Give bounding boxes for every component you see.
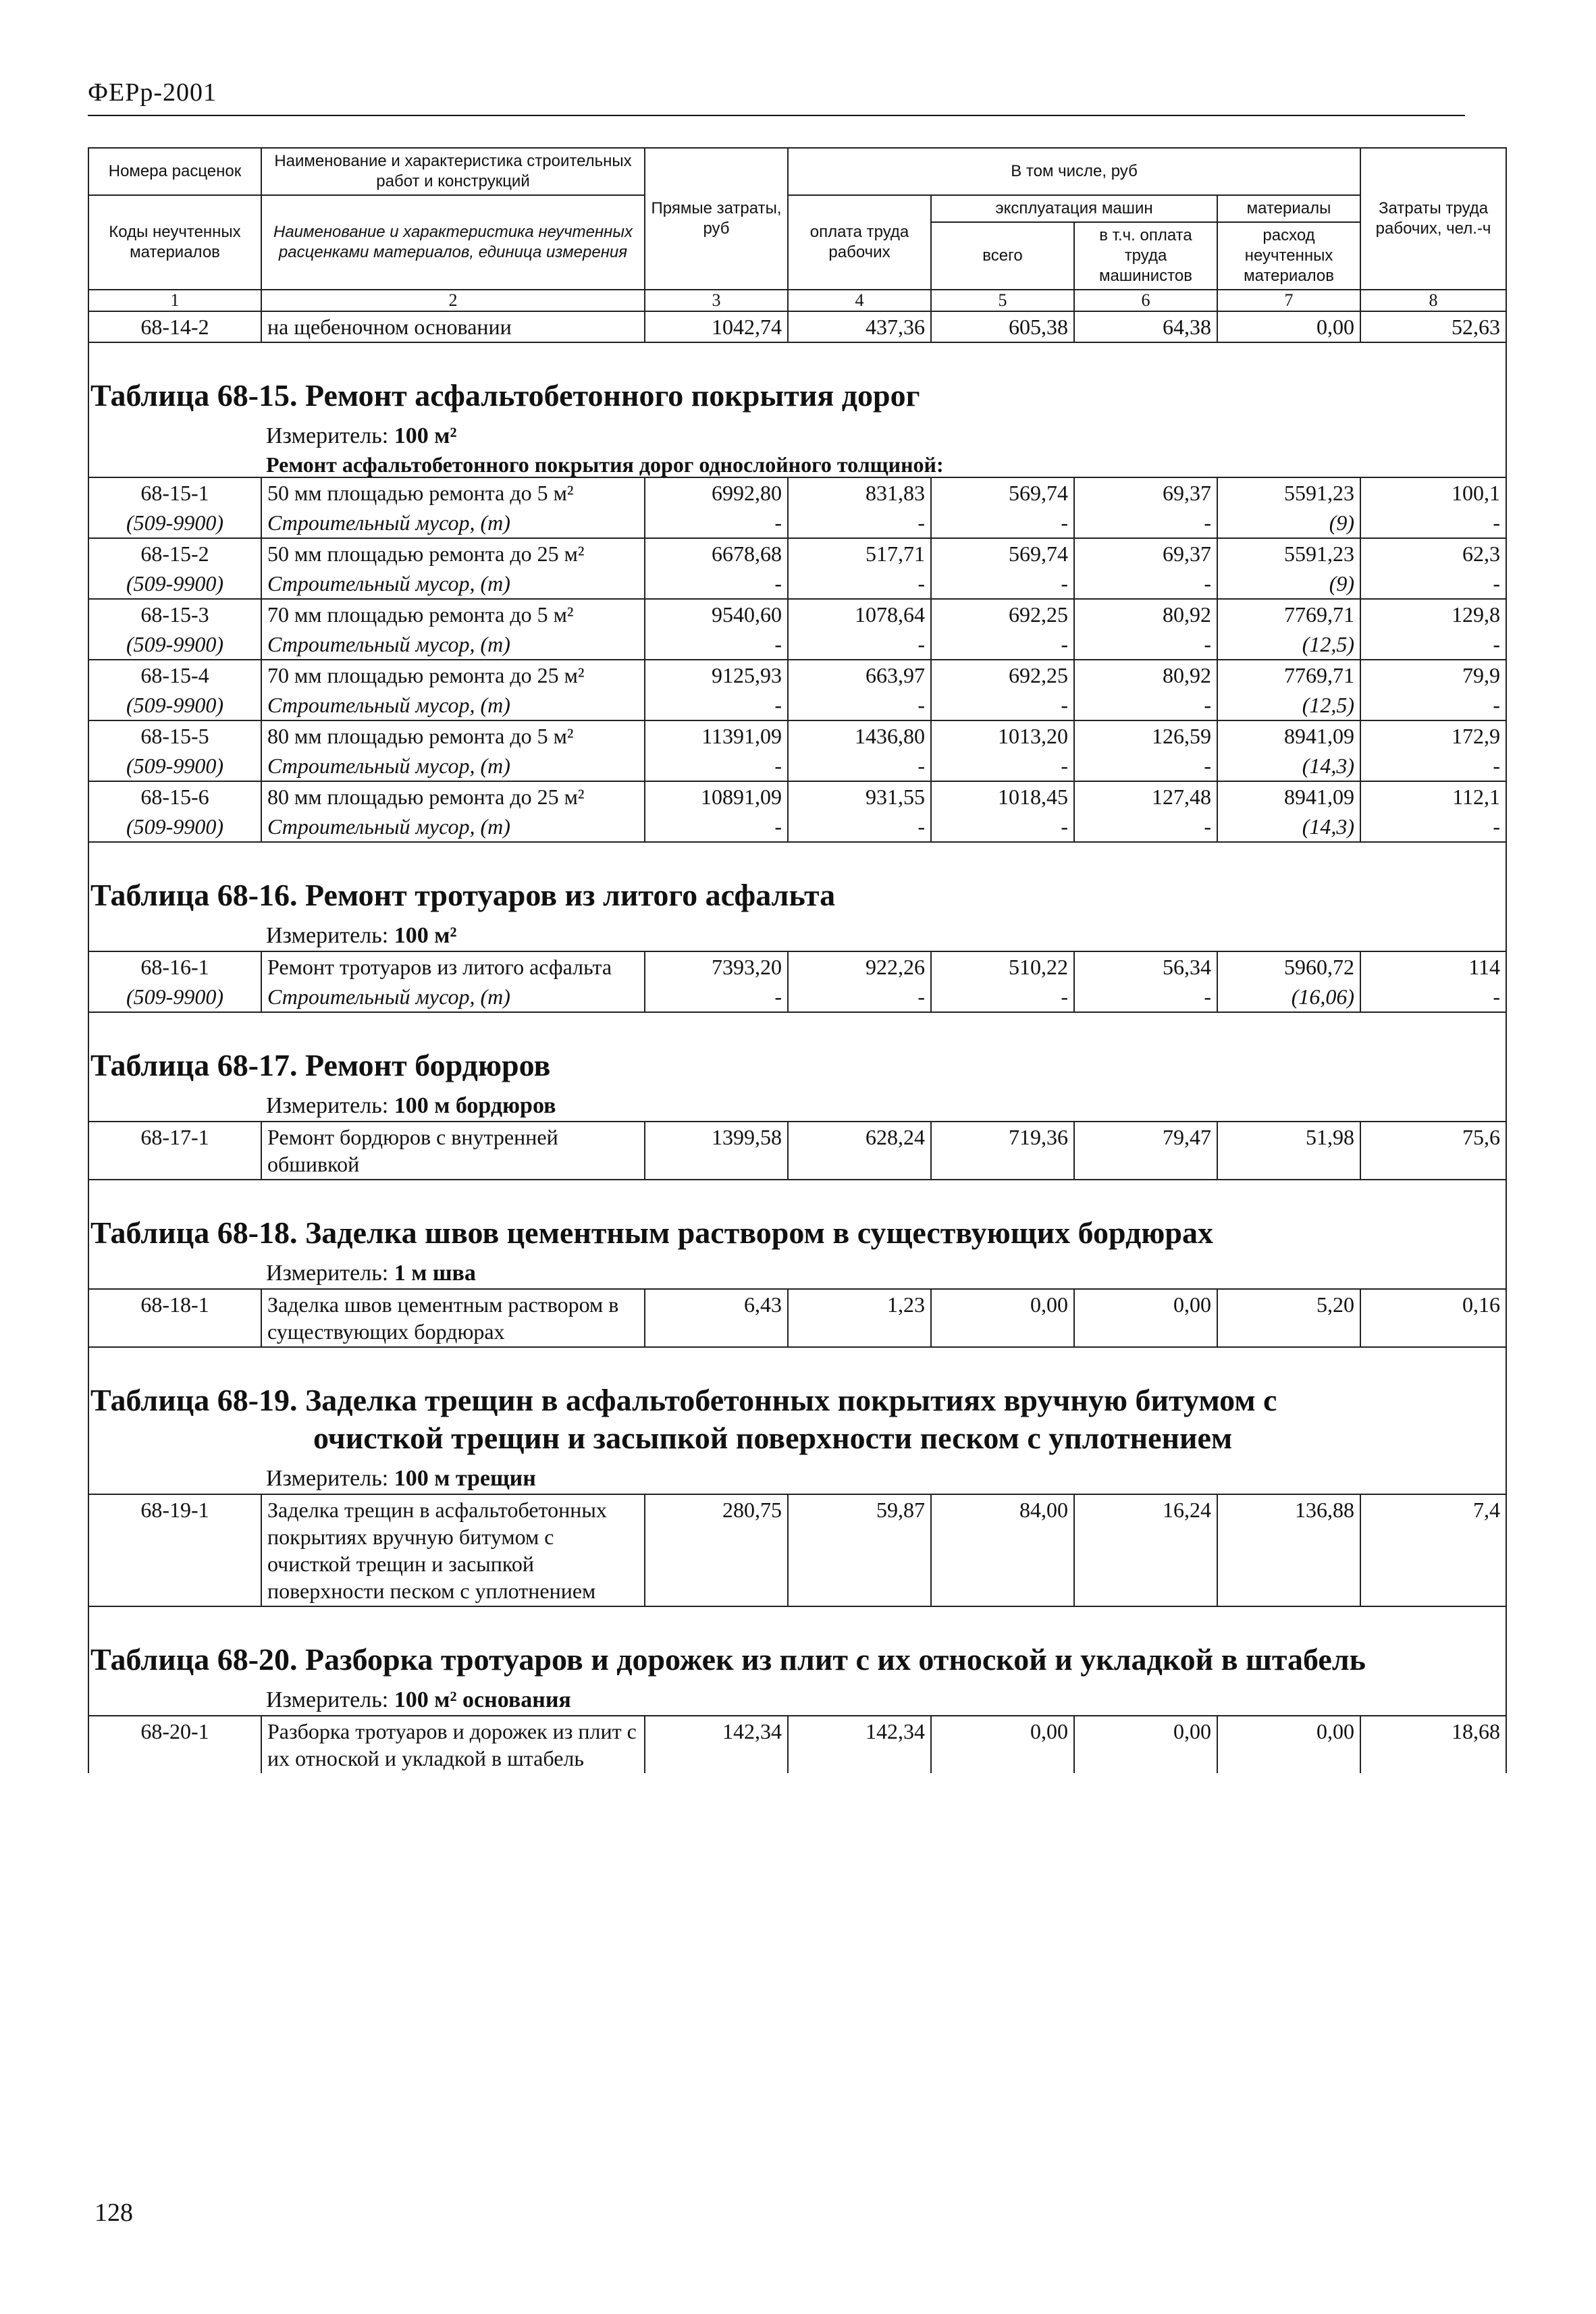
rate-value: 127,48 xyxy=(1074,781,1217,812)
table-row xyxy=(88,720,1506,751)
material-value: - xyxy=(788,569,931,599)
rate-name: 50 мм площадью ремонта до 25 м² xyxy=(261,538,645,569)
material-code: (509-9900) xyxy=(88,508,261,538)
column-number: 2 xyxy=(261,290,645,311)
material-value: - xyxy=(1074,629,1217,660)
header-unaccounted-materials: расход неучтенных материалов xyxy=(1217,222,1360,290)
rate-name: 50 мм площадью ремонта до 5 м² xyxy=(261,477,645,508)
rate-value: 5960,72 xyxy=(1217,951,1360,982)
rate-value: 52,63 xyxy=(1360,311,1506,342)
section-title-continued: очисткой трещин и засыпкой поверхности песком с уплотнением xyxy=(313,1421,1233,1455)
rate-value: 280,75 xyxy=(645,1494,788,1606)
material-code: (509-9900) xyxy=(88,690,261,720)
rate-value: 79,47 xyxy=(1074,1122,1217,1180)
meter-label: Измеритель: xyxy=(266,1261,389,1286)
rate-value: 7769,71 xyxy=(1217,599,1360,629)
rate-value: 569,74 xyxy=(931,538,1074,569)
meter-label: Измеритель: xyxy=(266,423,389,448)
rate-value: 922,26 xyxy=(788,951,931,982)
table-row xyxy=(88,538,1506,569)
meter-value: 100 м² основания xyxy=(394,1687,571,1712)
rate-value: 1399,58 xyxy=(645,1122,788,1180)
rate-value: 59,87 xyxy=(788,1494,931,1606)
rate-name: 80 мм площадью ремонта до 5 м² xyxy=(261,720,645,751)
rate-value: 80,92 xyxy=(1074,599,1217,629)
material-row xyxy=(88,690,1506,720)
rate-value: 10891,09 xyxy=(645,781,788,812)
page-number: 128 xyxy=(95,2199,133,2227)
section-meter xyxy=(89,1087,1506,1121)
material-value: - xyxy=(1360,751,1506,781)
rate-value: 1042,74 xyxy=(645,311,788,342)
section-subheading: Ремонт асфальтобетонного покрытия дорог однослойного толщиной: xyxy=(266,452,944,477)
material-value: - xyxy=(931,508,1074,538)
rate-value: 5591,23 xyxy=(1217,477,1360,508)
section-title-row xyxy=(88,1606,1506,1716)
section-title xyxy=(89,1180,1506,1255)
table-row xyxy=(88,311,1506,342)
rate-value: 8941,09 xyxy=(1217,720,1360,751)
section-title-row xyxy=(88,1347,1506,1494)
header-labor-pay: оплата труда рабочих xyxy=(788,195,931,290)
rate-value: 6,43 xyxy=(645,1289,788,1347)
rate-value: 9540,60 xyxy=(645,599,788,629)
rate-value: 0,00 xyxy=(1217,311,1360,342)
column-number: 1 xyxy=(88,290,261,311)
rate-code: 68-15-3 xyxy=(88,599,261,629)
meter-value: 100 м² xyxy=(394,423,457,448)
rate-value: 663,97 xyxy=(788,660,931,690)
meter-value: 1 м шва xyxy=(394,1261,476,1286)
table-row xyxy=(88,951,1506,982)
page-header: ФЕРр-2001 xyxy=(88,78,217,107)
material-value: - xyxy=(931,812,1074,842)
rate-value: 136,88 xyxy=(1217,1494,1360,1606)
rate-code: 68-20-1 xyxy=(88,1716,261,1773)
header-machines: эксплуатация машин xyxy=(931,195,1217,222)
material-value: (14,3) xyxy=(1217,812,1360,842)
rate-value: 62,3 xyxy=(1360,538,1506,569)
material-value: - xyxy=(1360,812,1506,842)
material-value: - xyxy=(1074,982,1217,1012)
header-materials: материалы xyxy=(1217,195,1360,222)
rate-value: 84,00 xyxy=(931,1494,1074,1606)
material-row xyxy=(88,982,1506,1012)
rate-code: 68-14-2 xyxy=(88,311,261,342)
header-machinists-pay: в т.ч. оплата труда машинистов xyxy=(1074,222,1217,290)
rate-code: 68-15-5 xyxy=(88,720,261,751)
rate-code: 68-19-1 xyxy=(88,1494,261,1606)
header-material-codes: Коды неучтенных материалов xyxy=(88,195,261,290)
rate-code: 68-15-1 xyxy=(88,477,261,508)
section-title xyxy=(89,1607,1506,1681)
section-meter xyxy=(89,1255,1506,1288)
rate-value: 1436,80 xyxy=(788,720,931,751)
material-value: (14,3) xyxy=(1217,751,1360,781)
section-meter xyxy=(89,1460,1506,1494)
material-value: (12,5) xyxy=(1217,690,1360,720)
rate-name: 80 мм площадью ремонта до 25 м² xyxy=(261,781,645,812)
material-row xyxy=(88,569,1506,599)
section-header xyxy=(88,1606,1506,1716)
column-number: 6 xyxy=(1074,290,1217,311)
rate-code: 68-17-1 xyxy=(88,1122,261,1180)
rate-value: 6678,68 xyxy=(645,538,788,569)
rate-value: 7,4 xyxy=(1360,1494,1506,1606)
column-number: 5 xyxy=(931,290,1074,311)
rate-value: 0,00 xyxy=(1074,1716,1217,1773)
material-value: - xyxy=(1074,508,1217,538)
material-value: (12,5) xyxy=(1217,629,1360,660)
rate-value: 100,1 xyxy=(1360,477,1506,508)
section-meter xyxy=(89,417,1506,451)
rate-value: 0,00 xyxy=(931,1716,1074,1773)
material-value: - xyxy=(931,751,1074,781)
rate-code: 68-16-1 xyxy=(88,951,261,982)
material-name: Строительный мусор, (т) xyxy=(261,569,645,599)
material-value: - xyxy=(788,508,931,538)
rate-value: 69,37 xyxy=(1074,477,1217,508)
rate-value: 605,38 xyxy=(931,311,1074,342)
header-material-name xyxy=(261,195,645,290)
section-header xyxy=(88,1180,1506,1289)
section-title-text: Таблица 68-18. Заделка швов цементным раствором в существующих бордюрах xyxy=(90,1215,1213,1250)
rate-code: 68-15-2 xyxy=(88,538,261,569)
material-value: - xyxy=(645,508,788,538)
material-value: - xyxy=(931,629,1074,660)
material-value: - xyxy=(931,982,1074,1012)
rate-value: 1,23 xyxy=(788,1289,931,1347)
material-value: - xyxy=(788,690,931,720)
material-value: - xyxy=(788,629,931,660)
rate-value: 719,36 xyxy=(931,1122,1074,1180)
material-value: - xyxy=(788,982,931,1012)
section-title xyxy=(89,843,1506,917)
rate-value: 0,16 xyxy=(1360,1289,1506,1347)
header-machines-total: всего xyxy=(931,222,1074,290)
rate-value: 692,25 xyxy=(931,660,1074,690)
material-name: Строительный мусор, (т) xyxy=(261,508,645,538)
table-row xyxy=(88,660,1506,690)
rate-value: 0,00 xyxy=(1217,1716,1360,1773)
material-value: - xyxy=(1074,690,1217,720)
material-row xyxy=(88,812,1506,842)
section-title-row xyxy=(88,1012,1506,1122)
material-row xyxy=(88,629,1506,660)
rate-value: 7393,20 xyxy=(645,951,788,982)
meter-label: Измеритель: xyxy=(266,1466,389,1491)
rate-value: 931,55 xyxy=(788,781,931,812)
material-value: - xyxy=(1074,569,1217,599)
header-work-name: Наименование и характеристика строительных работ и конструкций xyxy=(261,148,645,195)
section-title-text: Таблица 68-15. Ремонт асфальтобетонного покрытия дорог xyxy=(90,378,920,413)
table-row xyxy=(88,1716,1506,1773)
rate-name: Ремонт бордюров с внутренней обшивкой xyxy=(261,1122,645,1180)
rate-value: 64,38 xyxy=(1074,311,1217,342)
rate-value: 126,59 xyxy=(1074,720,1217,751)
rate-value: 69,37 xyxy=(1074,538,1217,569)
meter-label: Измеритель: xyxy=(266,1093,389,1118)
material-value: - xyxy=(645,690,788,720)
rate-value: 0,00 xyxy=(1074,1289,1217,1347)
rate-value: 114 xyxy=(1360,951,1506,982)
rate-value: 5591,23 xyxy=(1217,538,1360,569)
header-direct-costs: Прямые затраты, руб xyxy=(645,148,788,290)
rate-name: Заделка трещин в асфальтобетонных покрытиях вручную битумом с очисткой трещин и засыпкой поверхности песком с уплотнением xyxy=(261,1494,645,1606)
rate-value: 692,25 xyxy=(931,599,1074,629)
rate-value: 8941,09 xyxy=(1217,781,1360,812)
column-number: 8 xyxy=(1360,290,1506,311)
section-title-text: Таблица 68-16. Ремонт тротуаров из литого асфальта xyxy=(90,878,836,912)
material-code: (509-9900) xyxy=(88,751,261,781)
material-code: (509-9900) xyxy=(88,812,261,842)
section-header xyxy=(88,1347,1506,1494)
material-value: - xyxy=(1360,508,1506,538)
table-row xyxy=(88,477,1506,508)
material-name: Строительный мусор, (т) xyxy=(261,629,645,660)
rate-code: 68-15-6 xyxy=(88,781,261,812)
material-code: (509-9900) xyxy=(88,982,261,1012)
section-title xyxy=(89,1013,1506,1087)
table-row xyxy=(88,781,1506,812)
section-meter xyxy=(89,917,1506,951)
material-value: - xyxy=(931,569,1074,599)
material-value: (9) xyxy=(1217,508,1360,538)
rate-value: 56,34 xyxy=(1074,951,1217,982)
material-value: - xyxy=(788,812,931,842)
meter-value: 100 м бордюров xyxy=(394,1093,556,1118)
rate-name: 70 мм площадью ремонта до 5 м² xyxy=(261,599,645,629)
material-value: - xyxy=(931,690,1074,720)
rate-value: 517,71 xyxy=(788,538,931,569)
section-header xyxy=(88,1012,1506,1122)
material-value: - xyxy=(1074,751,1217,781)
material-name: Строительный мусор, (т) xyxy=(261,812,645,842)
material-value: - xyxy=(1360,690,1506,720)
rate-value: 6992,80 xyxy=(645,477,788,508)
material-code: (509-9900) xyxy=(88,629,261,660)
material-value: - xyxy=(645,569,788,599)
column-number: 3 xyxy=(645,290,788,311)
rate-value: 80,92 xyxy=(1074,660,1217,690)
material-value: - xyxy=(645,629,788,660)
rate-value: 79,9 xyxy=(1360,660,1506,690)
rate-value: 129,8 xyxy=(1360,599,1506,629)
header-labor-costs: Затраты труда рабочих, чел.-ч xyxy=(1360,148,1506,290)
section-title xyxy=(89,1348,1506,1460)
rate-value: 142,34 xyxy=(645,1716,788,1773)
material-name: Строительный мусор, (т) xyxy=(261,982,645,1012)
rate-value: 11391,09 xyxy=(645,720,788,751)
material-value: (16,06) xyxy=(1217,982,1360,1012)
material-name: Строительный мусор, (т) xyxy=(261,751,645,781)
material-value: - xyxy=(645,982,788,1012)
meter-value: 100 м трещин xyxy=(394,1466,536,1491)
section-title-text: Таблица 68-19. Заделка трещин в асфальтобетонных покрытиях вручную битумом с xyxy=(90,1383,1277,1417)
rate-code: 68-15-4 xyxy=(88,660,261,690)
section-meter xyxy=(89,1681,1506,1715)
material-value: - xyxy=(1074,812,1217,842)
section-title-row xyxy=(88,1180,1506,1289)
section-header xyxy=(88,342,1506,477)
rate-code: 68-18-1 xyxy=(88,1289,261,1347)
rate-value: 1078,64 xyxy=(788,599,931,629)
column-numbers-row xyxy=(88,290,1506,311)
rate-value: 7769,71 xyxy=(1217,660,1360,690)
material-value: (9) xyxy=(1217,569,1360,599)
material-row xyxy=(88,508,1506,538)
material-value: - xyxy=(1360,569,1506,599)
section-title-row xyxy=(88,342,1506,477)
rates-table xyxy=(88,147,1507,1773)
section-title-text: Таблица 68-17. Ремонт бордюров xyxy=(90,1048,551,1082)
material-value: - xyxy=(645,812,788,842)
meter-value: 100 м² xyxy=(394,923,457,948)
material-value: - xyxy=(788,751,931,781)
rate-value: 75,6 xyxy=(1360,1122,1506,1180)
table-row xyxy=(88,1289,1506,1347)
column-number: 4 xyxy=(788,290,931,311)
header-including: В том числе, руб xyxy=(788,148,1360,195)
rate-value: 51,98 xyxy=(1217,1122,1360,1180)
rate-name: Разборка тротуаров и дорожек из плит с их отноской и укладкой в штабель xyxy=(261,1716,645,1773)
meter-label: Измеритель: xyxy=(266,923,389,948)
material-value: - xyxy=(1360,982,1506,1012)
table-row xyxy=(88,599,1506,629)
section-title xyxy=(89,343,1506,417)
rate-value: 9125,93 xyxy=(645,660,788,690)
rate-value: 628,24 xyxy=(788,1122,931,1180)
material-name: Строительный мусор, (т) xyxy=(261,690,645,720)
rate-value: 831,83 xyxy=(788,477,931,508)
header-material-name-text: Наименование и характеристика неучтенных расценками материалов, единица измерения xyxy=(273,223,633,261)
header-rate-numbers: Номера расценок xyxy=(88,148,261,195)
column-number: 7 xyxy=(1217,290,1360,311)
rate-value: 172,9 xyxy=(1360,720,1506,751)
rate-name: Ремонт тротуаров из литого асфальта xyxy=(261,951,645,982)
meter-label: Измеритель: xyxy=(266,1687,389,1712)
rate-value: 18,68 xyxy=(1360,1716,1506,1773)
table-row xyxy=(88,1122,1506,1180)
rate-value: 5,20 xyxy=(1217,1289,1360,1347)
rate-value: 510,22 xyxy=(931,951,1074,982)
rate-value: 569,74 xyxy=(931,477,1074,508)
material-value: - xyxy=(1360,629,1506,660)
rate-value: 16,24 xyxy=(1074,1494,1217,1606)
rate-value: 142,34 xyxy=(788,1716,931,1773)
header-rule xyxy=(88,115,1465,116)
rate-name: 70 мм площадью ремонта до 25 м² xyxy=(261,660,645,690)
rate-name: на щебеночном основании xyxy=(261,311,645,342)
table-row xyxy=(88,1494,1506,1606)
material-row xyxy=(88,751,1506,781)
rate-value: 437,36 xyxy=(788,311,931,342)
rate-value: 1013,20 xyxy=(931,720,1074,751)
material-value: - xyxy=(645,751,788,781)
rate-value: 1018,45 xyxy=(931,781,1074,812)
rate-value: 112,1 xyxy=(1360,781,1506,812)
section-header xyxy=(88,842,1506,951)
section-title-row xyxy=(88,842,1506,951)
section-title-text: Таблица 68-20. Разборка тротуаров и дорожек из плит с их отноской и укладкой в штабель xyxy=(90,1642,1366,1677)
rate-value: 0,00 xyxy=(931,1289,1074,1347)
rate-name: Заделка швов цементным раствором в существующих бордюрах xyxy=(261,1289,645,1347)
material-code: (509-9900) xyxy=(88,569,261,599)
